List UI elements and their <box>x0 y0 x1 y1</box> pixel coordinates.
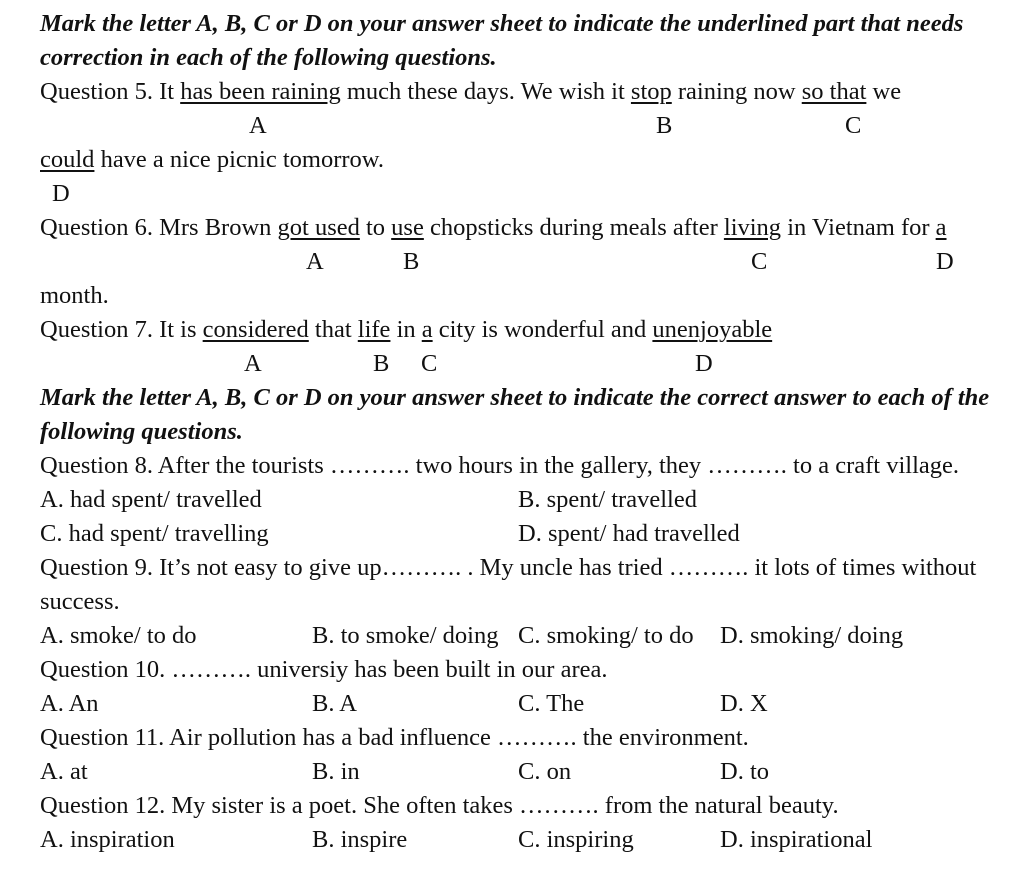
q12-option-c: C. inspiring <box>518 826 634 853</box>
q11-option-b: B. in <box>312 758 360 785</box>
question-6-line1 <box>40 216 1008 241</box>
q7-option-a-text: considered <box>202 316 309 343</box>
question-11-stem: Question 11. Air pollution has a bad influence ………. the environment. <box>40 724 749 751</box>
q8-option-d: D. spent/ had travelled <box>518 520 740 547</box>
q6-text-3: in Vietnam for <box>781 214 936 241</box>
q10-option-b: B. A <box>312 690 357 717</box>
q8-option-b: B. spent/ travelled <box>518 486 697 513</box>
q5-option-c-text: so that <box>801 78 867 105</box>
q8-option-a: A. had spent/ travelled <box>40 486 262 513</box>
q5-option-a-text: has been raining <box>180 78 341 105</box>
q7-label-d: D <box>695 350 713 377</box>
q10-option-d: D. X <box>720 690 768 717</box>
q7-label-a: A <box>244 350 262 377</box>
q6-text-1: to <box>359 214 392 241</box>
section1-instruction-text: Mark the letter A, B, C or D on your answer sheet to indicate the underlined part that needs <box>40 10 964 37</box>
q9-option-a: A. smoke/ to do <box>40 622 197 649</box>
q5-text-4: have a nice picnic tomorrow. <box>94 146 385 173</box>
q6-text-2: chopsticks during meals after <box>423 214 724 241</box>
q6-label-b: B <box>403 248 420 275</box>
q6-option-d-text: a <box>935 214 947 241</box>
q12-option-b: B. inspire <box>312 826 408 853</box>
q7-text-2: in <box>390 316 422 343</box>
question-9-stem-line2: success. <box>40 588 120 615</box>
section1-instruction-line1 <box>40 12 1008 37</box>
q10-option-c: C. The <box>518 690 585 717</box>
q7-option-b-text: life <box>357 316 391 343</box>
q7-option-c-text: a <box>421 316 433 343</box>
question-9-stem-line1: Question 9. It’s not easy to give up………. . My uncle has tried ………. it lots of times without <box>40 554 977 581</box>
q9-option-c: C. smoking/ to do <box>518 622 694 649</box>
q6-label-a: A <box>306 248 324 275</box>
q5-option-b-text: stop <box>630 78 672 105</box>
q11-option-c: C. on <box>518 758 572 785</box>
q7-option-d-text: unenjoyable <box>652 316 773 343</box>
q11-option-d: D. to <box>720 758 769 785</box>
q6-label-d: D <box>936 248 954 275</box>
question-5-line2 <box>40 148 1008 173</box>
q6-option-c-text: living <box>723 214 782 241</box>
q5-label-a: A <box>249 112 267 139</box>
q7-text-1: that <box>308 316 358 343</box>
question-8-stem: Question 8. After the tourists ………. two hours in the gallery, they ………. to a craft village. <box>40 452 960 479</box>
question-6-line2: month. <box>40 282 109 309</box>
q9-option-d: D. smoking/ doing <box>720 622 904 649</box>
question-7-line1 <box>40 318 1008 343</box>
q5-label-d: D <box>52 180 70 207</box>
q7-label-c: C <box>421 350 438 377</box>
section1-instruction-line2: correction in each of the following questions. <box>40 44 497 71</box>
section2-instruction-line1: Mark the letter A, B, C or D on your answer sheet to indicate the correct answer to each of the <box>40 384 990 411</box>
q5-label-b: B <box>656 112 673 139</box>
section2-instruction-line2: following questions. <box>40 418 243 445</box>
question-12-stem: Question 12. My sister is a poet. She often takes ………. from the natural beauty. <box>40 792 839 819</box>
q5-option-d-text: could <box>40 146 95 173</box>
q6-prefix: Question 6. Mrs Brown <box>40 214 278 241</box>
question-10-stem: Question 10. ………. universiy has been built in our area. <box>40 656 608 683</box>
q9-option-b: B. to smoke/ doing <box>312 622 499 649</box>
question-5-line1 <box>40 80 1008 105</box>
q6-option-b-text: use <box>391 214 424 241</box>
q12-option-d: D. inspirational <box>720 826 873 853</box>
q7-label-b: B <box>373 350 390 377</box>
q7-prefix: Question 7. It is <box>40 316 203 343</box>
q6-option-a-text: got used <box>277 214 360 241</box>
q5-text-2: raining now <box>671 78 802 105</box>
q5-label-c: C <box>845 112 862 139</box>
q7-text-3: city is wonderful and <box>432 316 653 343</box>
q5-text-3: we <box>866 78 902 105</box>
q6-label-c: C <box>751 248 768 275</box>
q8-option-c: C. had spent/ travelling <box>40 520 269 547</box>
q11-option-a: A. at <box>40 758 88 785</box>
q10-option-a: A. An <box>40 690 99 717</box>
q12-option-a: A. inspiration <box>40 826 175 853</box>
q5-text-1: much these days. We wish it <box>340 78 631 105</box>
q5-prefix: Question 5. It <box>40 78 181 105</box>
